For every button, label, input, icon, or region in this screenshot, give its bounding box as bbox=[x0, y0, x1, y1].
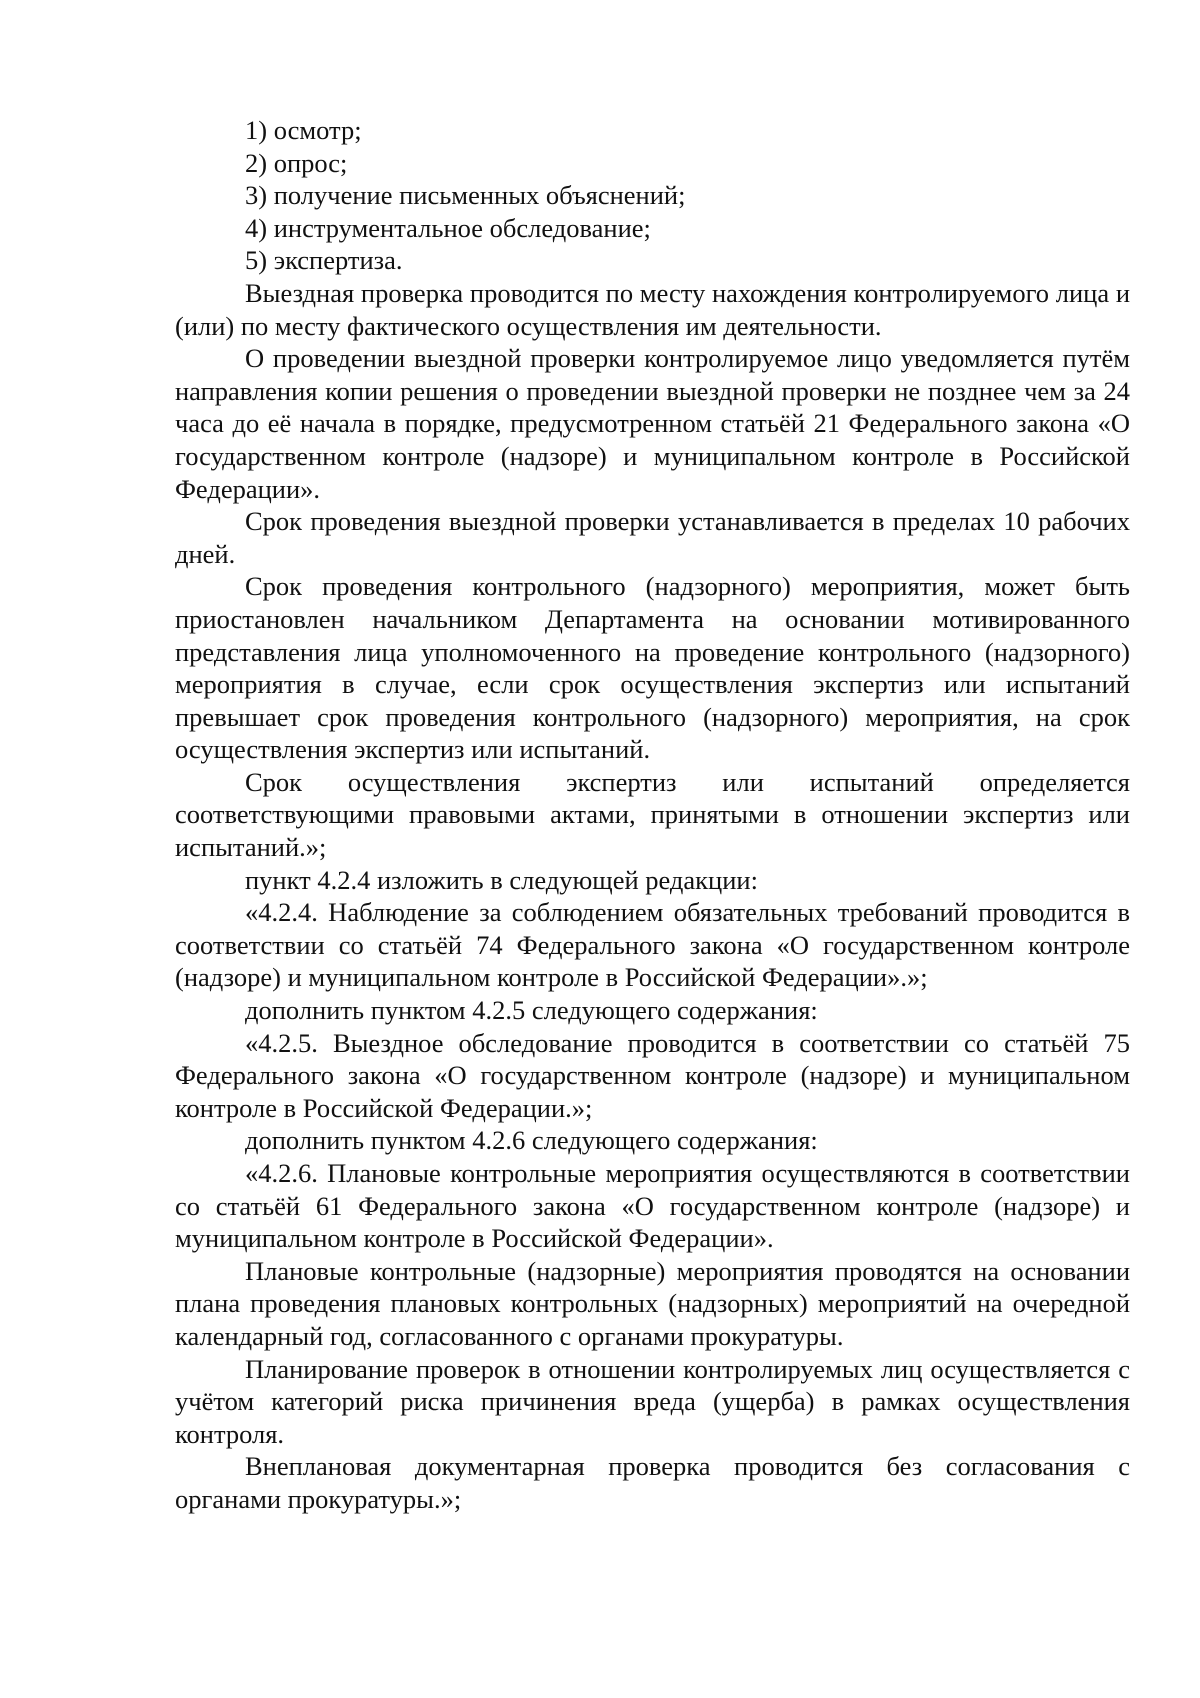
paragraph-unscheduled: Внеплановая документарная проверка проводится без согласования с органами прокуратуры.»; bbox=[175, 1451, 1130, 1514]
list-item-survey: 2) опрос; bbox=[245, 147, 348, 178]
list-item-inspection: 1) осмотр; bbox=[245, 115, 362, 145]
paragraph-add-4-2-6: дополнить пунктом 4.2.6 следующего содержания: bbox=[245, 1125, 818, 1156]
paragraph-inspection-term: Срок проведения выездной проверки устанавливается в пределах 10 рабочих дней. bbox=[175, 506, 1130, 569]
paragraph-clause-4-2-6: «4.2.6. Плановые контрольные мероприятия осуществляются в соответствии со статьёй 61 Федерального закона «О государственном контроле (надзоре) и муниципальном контроле в Российской Федерации». bbox=[175, 1158, 1130, 1254]
paragraph-expertise-term: Срок осуществления экспертиз или испытаний определяется соответствующими правовыми актами, принятыми в отношении экспертиз или испытаний.»; bbox=[175, 766, 1130, 863]
paragraph-suspension: Срок проведения контрольного (надзорного) мероприятия, может быть приостановлен начальником Департамента на основании мотивированного представления лица уполномоченного на проведение контрольного (надзорного) мероприятия в случае, если срок осуществления экспертиз или испытаний превышает срок проведения контрольного (надзорного) мероприятия, на срок осуществления экспертиз или испытаний. bbox=[175, 571, 1130, 765]
document-body bbox=[175, 114, 1130, 1516]
paragraph-clause-4-2-4: «4.2.4. Наблюдение за соблюдением обязательных требований проводится в соответствии со статьёй 74 Федерального закона «О государственном контроле (надзоре) и муниципальном контроле в Российской Федерации».»; bbox=[175, 897, 1130, 993]
paragraph-add-4-2-5: дополнить пунктом 4.2.5 следующего содержания: bbox=[245, 995, 818, 1026]
paragraph-amend-4-2-4: пункт 4.2.4 изложить в следующей редакции: bbox=[245, 864, 758, 895]
paragraph-notification: О проведении выездной проверки контролируемое лицо уведомляется путём направления копии решения о проведении выездной проверки не позднее чем за 24 часа до её начала в порядке, предусмотренном статьёй 21 Федерального закона «О государственном контроле (надзоре) и муниципальном контроле в Российской Федерации». bbox=[175, 343, 1130, 504]
list-item-written-explanations: 3) получение письменных объяснений; bbox=[245, 180, 686, 211]
list-item-instrumental-examination: 4) инструментальное обследование; bbox=[245, 212, 651, 243]
paragraph-onsite-location: Выездная проверка проводится по месту нахождения контролируемого лица и (или) по месту фактического осуществления им деятельности. bbox=[175, 277, 1130, 341]
paragraph-planning: Планирование проверок в отношении контролируемых лиц осуществляется с учётом категорий риска причинения вреда (ущерба) в рамках осуществления контроля. bbox=[175, 1353, 1130, 1449]
paragraph-planned-measures: Плановые контрольные (надзорные) мероприятия проводятся на основании плана проведения плановых контрольных (надзорных) мероприятий на очередной календарный год, согласованного с органами прокуратуры. bbox=[175, 1255, 1130, 1351]
list-item-expertise: 5) экспертиза. bbox=[245, 245, 403, 276]
paragraph-clause-4-2-5: «4.2.5. Выездное обследование проводится в соответствии со статьёй 75 Федерального закона «О государственном контроле (надзоре) и муниципальном контроле в Российской Федерации.»; bbox=[175, 1027, 1130, 1123]
